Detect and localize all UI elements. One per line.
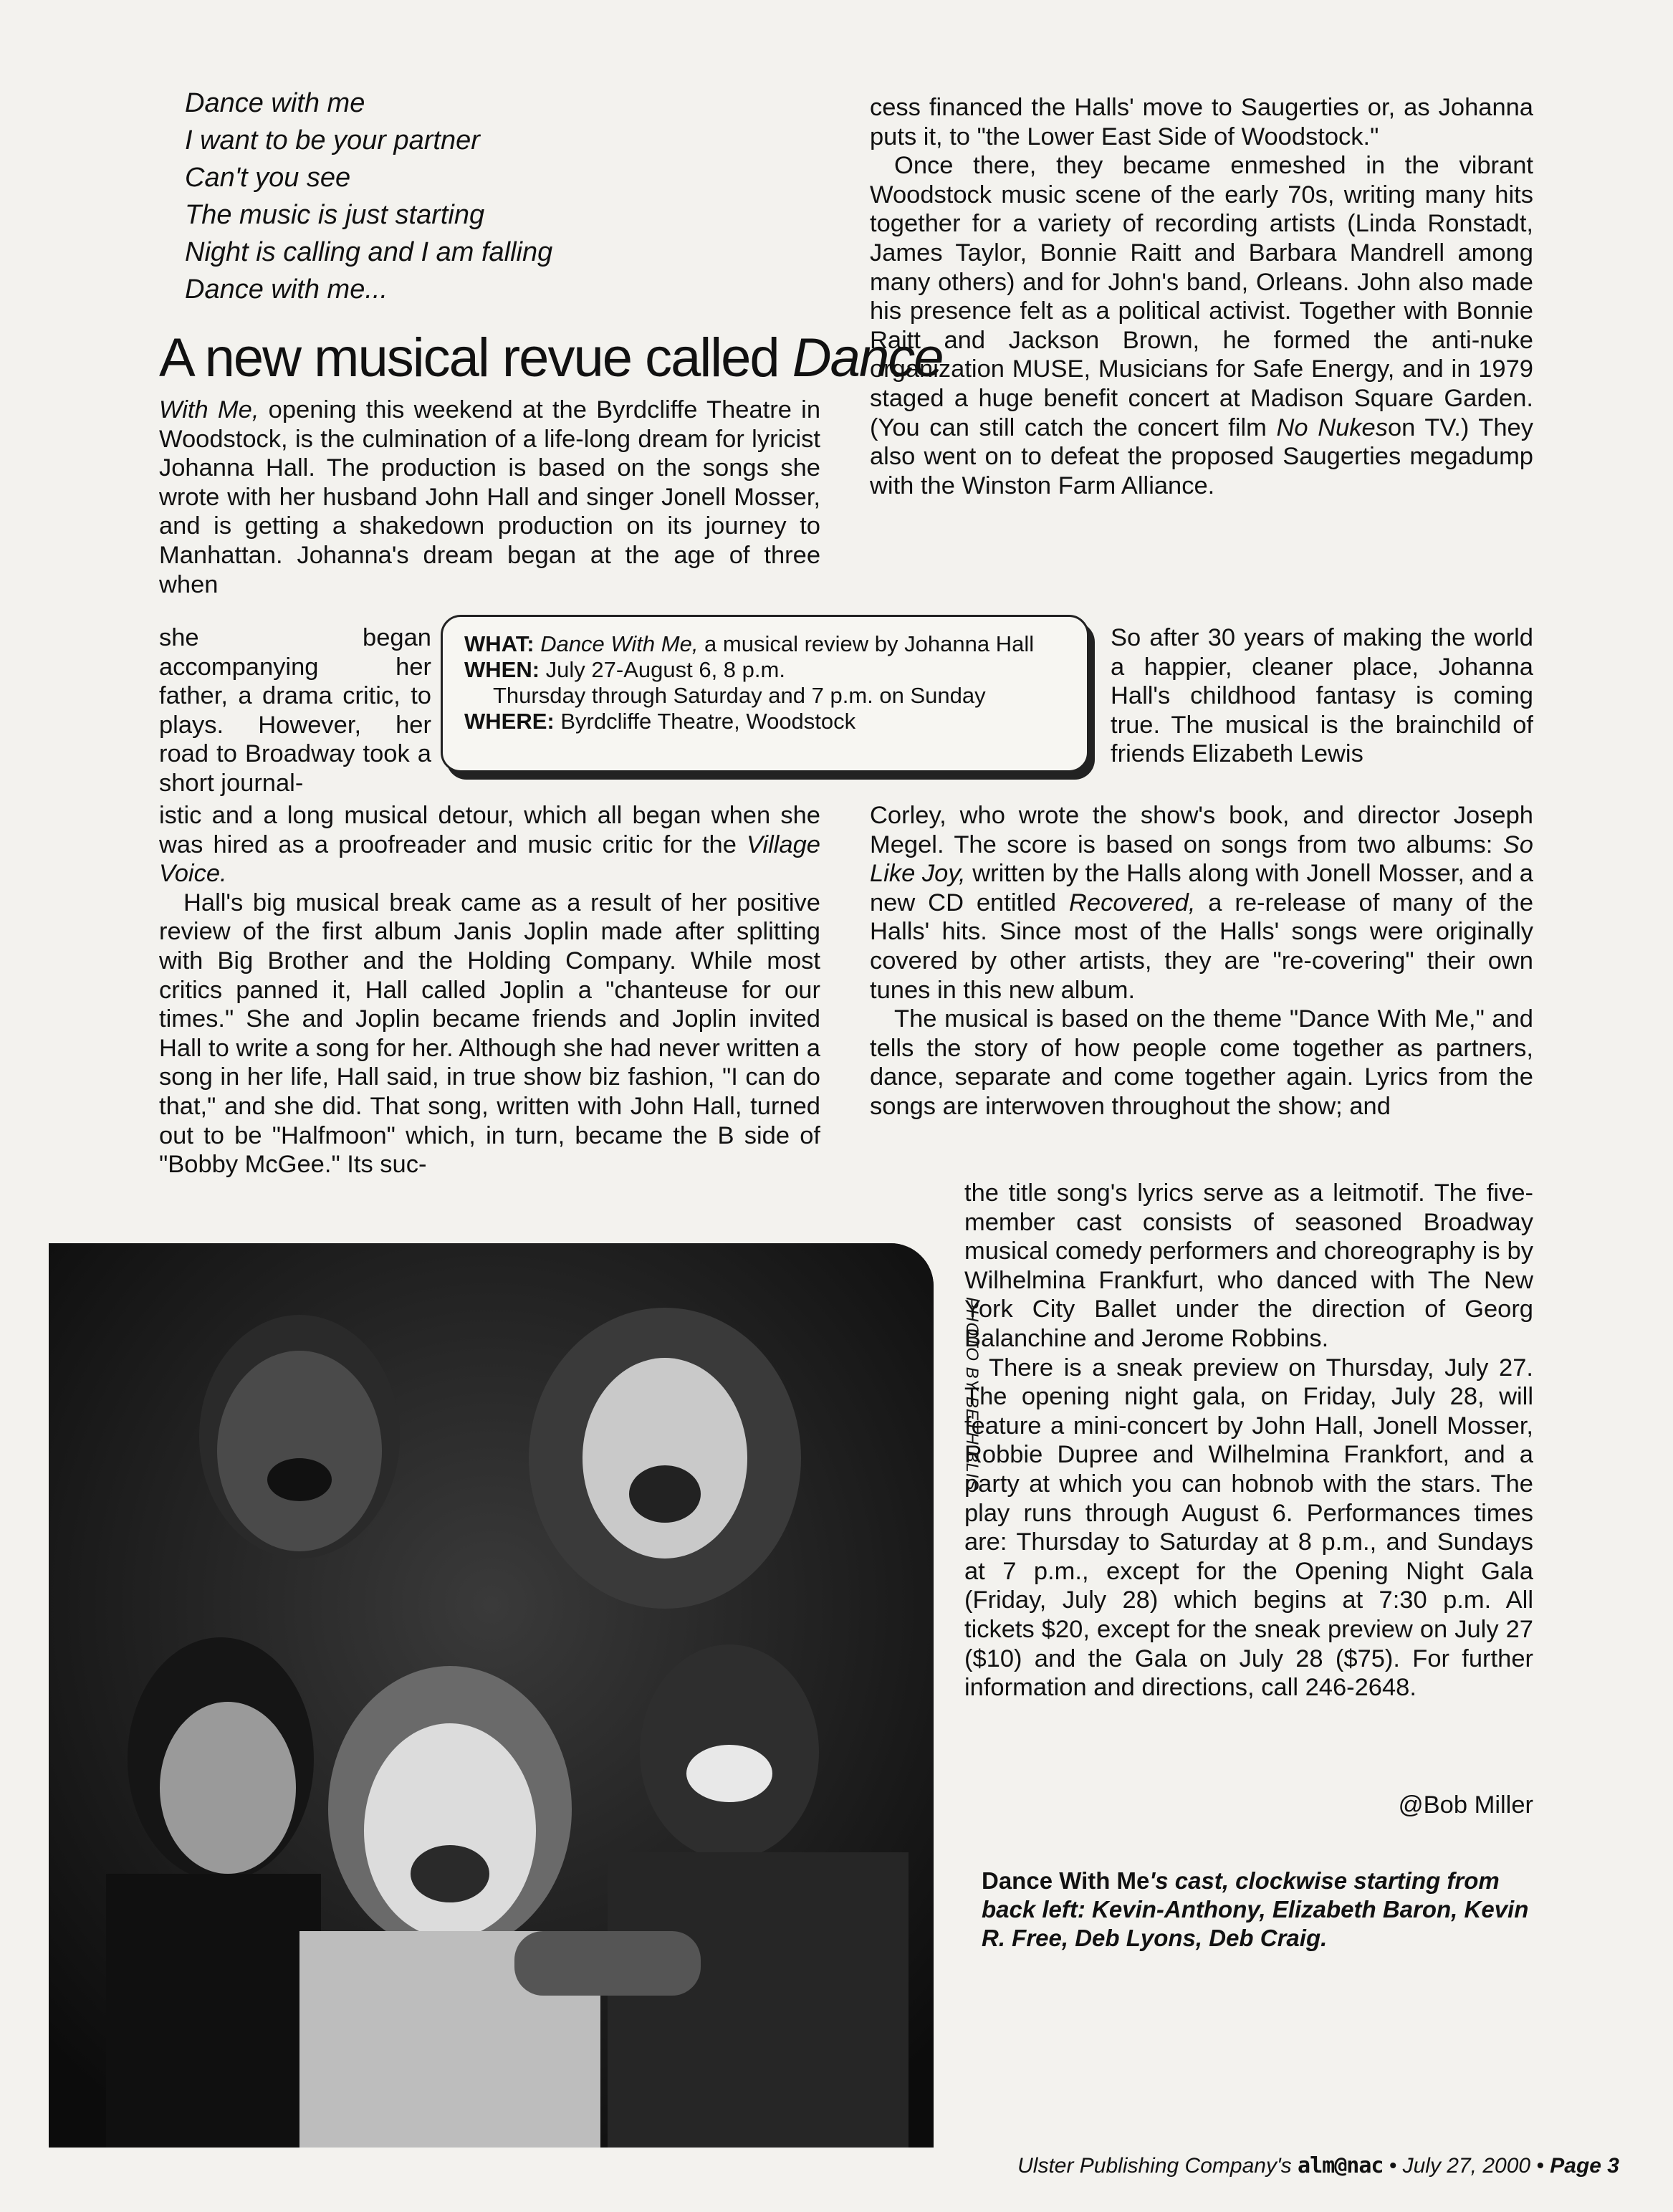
headline [159, 327, 943, 388]
footer-date: • July 27, 2000 • [1383, 2154, 1550, 2178]
left-column-intro [159, 396, 820, 599]
left-para-2: Hall's big musical break came as a result of her positive review of the first album Janis Joplin made after splitting with Big Brother and the Holding Company. While most critics panned it, Hall called Joplin a "chanteuse for our times." She and Joplin became friends and Joplin invited Hall to write a song for her. Although she had never written a song in her life, Hall said, in true show biz fashion, "I can do that," and she did. That song, written with John Hall, turned out to be "Halfmoon" which, in turn, became the B side of "Bobby McGee." Its suc- [159, 889, 820, 1179]
right-para-2b: on TV.) They also went on to defeat the proposed Saugerties megadump with the Winston Farm Alliance. [870, 413, 1533, 499]
right-para-5: There is a sneak preview on Thursday, July 27. The opening night gala, on Friday, July 28, will feature a mini-concert by John Hall, Jonell Mosser, Robbie Dupree and Wilhelmina Frankfort, and a party at which you can hobnob with the stars. The play runs through August 6. Performances times are: Thursday to Saturday at 8 p.m., and Sundays at 7 p.m., except for the Opening Night Gala (Friday, July 28) which begins at 7:30 p.m. All tickets $20, except for the sneak preview on July 27 ($10) and the Gala on July 28 ($75). For further information and directions, call 246-2648. [964, 1354, 1533, 1702]
caption-text: 's cast, clockwise starting from back left: Kevin-Anthony, Elizabeth Baron, Kevin R. Free, Deb Lyons, Deb Craig. [982, 1867, 1529, 1951]
what-desc: a musical review by Johanna Hall [698, 631, 1035, 656]
where-row [464, 709, 1065, 734]
where-label: WHERE: [464, 709, 555, 734]
headline-italic: Dance [792, 327, 943, 388]
village-voice: Village Voice. [159, 830, 820, 888]
lyric-line: Dance with me [185, 88, 365, 118]
intro-italic: With Me, [159, 396, 259, 423]
lyrics-block [185, 85, 701, 308]
lyric-line: I want to be your partner [185, 125, 480, 155]
left-column-body [159, 801, 820, 1179]
right-para-3a: Corley, who wrote the show's book, and director Joseph Megel. The score is based on songs from two albums: [870, 802, 1533, 858]
page-footer [939, 2153, 1619, 2178]
when-value: July 27-August 6, 8 p.m. [545, 657, 785, 682]
caption-title: Dance With Me [982, 1867, 1150, 1894]
cast-photo [49, 1243, 934, 2148]
right-para-3c: a re-release of many of the Halls' hits. Since most of the Halls' songs were originally covered by other artists, they are "re-covering" their own tunes in this new album. [870, 889, 1534, 1004]
page-number: Page 3 [1550, 2154, 1619, 2178]
right-para-2a: Once there, they became enmeshed in the vibrant Woodstock music scene of the early 70s, writing many hits together for a variety of recording artists (Linda Ronstadt, James Taylor, Bonnie Raitt and Barbara Mandrell among many others) and for John's band, Orleans. John also made his presence felt as a political activist. Together with Bonnie Raitt and Jackson Brown, he formed the anti-nuke organization MUSE, Musicians for Safe Energy, and in 1979 staged a huge benefit concert at Madison Square Garden. (You can still catch the concert film [870, 152, 1533, 441]
left-continue: istic and a long musical detour, which all began when she was hired as a proofreader and music critic for the [159, 802, 820, 858]
right-column-narrow [964, 1179, 1533, 1703]
right-para-1: cess financed the Halls' move to Saugerties or, as Johanna puts it, to "the Lower East Side of Woodstock." [870, 94, 1533, 150]
what-title: Dance With Me, [540, 631, 699, 656]
lyric-line: Dance with me... [185, 274, 388, 305]
cast-photo-illustration [49, 1243, 934, 2148]
right-column-middle [870, 801, 1533, 1121]
what-label: WHAT: [464, 631, 535, 656]
right-para-4-cont: the title song's lyrics serve as a leitmotif. The five-member cast consists of seasoned Broadway musical comedy performers and choreography is by Wilhelmina Frankfurt, who danced with The New York City Ballet under the direction of Georg Balanchine and Jerome Robbins. [964, 1179, 1533, 1352]
where-value: Byrdcliffe Theatre, Woodstock [560, 709, 856, 734]
when-label: WHEN: [464, 657, 540, 682]
photo-credit: PHOTO BY BETH BLIS [962, 1297, 982, 1491]
recovered: Recovered, [1068, 889, 1196, 916]
left-wrap-text: she began accompanying her father, a drama critic, to plays. However, her road to Broadway took a short journal- [159, 624, 431, 797]
when-row [464, 657, 1065, 683]
what-row [464, 631, 1065, 657]
headline-text: A new musical revue called [159, 327, 792, 388]
author-signature: @Bob Miller [1398, 1791, 1533, 1819]
right-wrap-text: So after 30 years of making the world a happier, cleaner place, Johanna Hall's childhood fantasy is coming true. The musical is the brainchild of friends Elizabeth Lewis [1111, 624, 1533, 768]
right-para-4: The musical is based on the theme "Dance With Me," and tells the story of how people come together as partners, dance, separate and come together again. Lyrics from the songs are interwoven throughout the show; and [870, 1005, 1533, 1120]
so-like-joy: So Like Joy, [870, 830, 1533, 888]
photo-caption [982, 1867, 1548, 1953]
lyric-line: Night is calling and I am falling [185, 237, 553, 267]
event-info-box [441, 615, 1089, 772]
right-column-top [870, 93, 1533, 500]
no-nukes: No Nukes [1276, 413, 1388, 441]
footer-publisher: Ulster Publishing Company's [1017, 2154, 1298, 2178]
almanac-logo: alm@nac [1298, 2153, 1384, 2178]
right-para-3b: written by the Halls along with Jonell Mosser, and a new CD entitled [870, 860, 1533, 916]
when-sub: Thursday through Saturday and 7 p.m. on Sunday [493, 683, 986, 708]
intro-text: opening this weekend at the Byrdcliffe Theatre in Woodstock, is the culmination of a life-long dream for lyricist Johanna Hall. The production is based on the songs she wrote with her husband John Hall and singer Jonell Mosser, and is getting a shakedown production on its journey to Manhattan. Johanna's dream began at the age of three when [159, 396, 821, 598]
lyric-line: Can't you see [185, 163, 351, 193]
lyric-line: The music is just starting [185, 200, 485, 230]
